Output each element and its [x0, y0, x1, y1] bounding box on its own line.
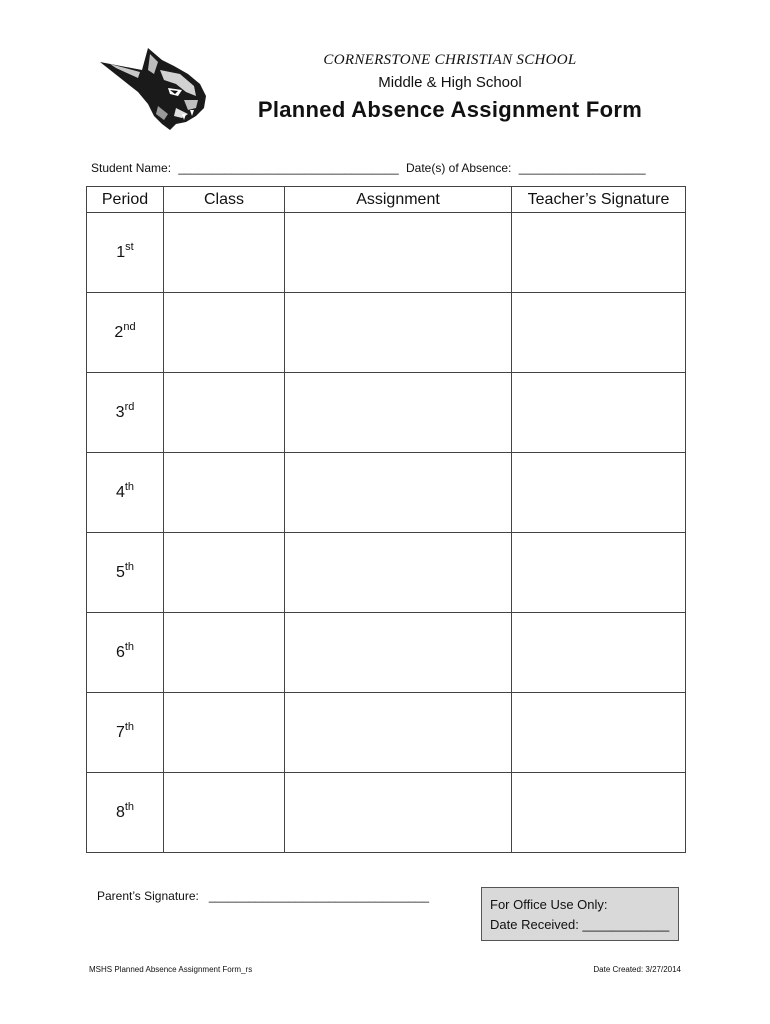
assignment-cell[interactable]	[285, 533, 512, 613]
table-row	[87, 693, 686, 773]
parent-signature-label: Parent’s Signature:	[97, 889, 199, 903]
period-label: 7th	[87, 693, 164, 773]
class-cell[interactable]	[164, 453, 285, 533]
assignment-cell[interactable]	[285, 293, 512, 373]
footer-date-created: Date Created: 3/27/2014	[593, 965, 681, 974]
date-received-line	[490, 917, 669, 932]
assignment-cell[interactable]	[285, 373, 512, 453]
teacher-signature-cell[interactable]	[512, 373, 686, 453]
teacher-signature-cell[interactable]	[512, 773, 686, 853]
date-received-field[interactable]: ____________	[582, 917, 670, 932]
period-label: 4th	[87, 453, 164, 533]
class-cell[interactable]	[164, 293, 285, 373]
period-label: 8th	[87, 773, 164, 853]
assignment-cell[interactable]	[285, 693, 512, 773]
table-row	[87, 453, 686, 533]
period-column-header: Period	[87, 187, 164, 213]
assignment-column-header: Assignment	[285, 187, 512, 213]
class-cell[interactable]	[164, 373, 285, 453]
student-info-line	[91, 161, 650, 175]
office-use-box	[481, 887, 679, 941]
teacher-signature-cell[interactable]	[512, 453, 686, 533]
office-use-title: For Office Use Only:	[490, 897, 608, 912]
student-name-field[interactable]: _________________________________	[178, 161, 399, 175]
period-label: 1st	[87, 213, 164, 293]
assignment-cell[interactable]	[285, 213, 512, 293]
parent-signature-field[interactable]: _________________________________	[208, 889, 430, 903]
teacher-signature-cell[interactable]	[512, 213, 686, 293]
class-column-header: Class	[164, 187, 285, 213]
class-cell[interactable]	[164, 773, 285, 853]
parent-signature-line	[97, 889, 429, 903]
table-header-row	[87, 187, 686, 213]
table-row	[87, 293, 686, 373]
class-cell[interactable]	[164, 613, 285, 693]
assignment-cell[interactable]	[285, 773, 512, 853]
class-cell[interactable]	[164, 693, 285, 773]
absence-dates-label: Date(s) of Absence:	[405, 161, 512, 175]
teacher-signature-cell[interactable]	[512, 533, 686, 613]
school-subtitle: Middle & High School	[378, 74, 522, 91]
teacher-signature-column-header: Teacher’s Signature	[512, 187, 686, 213]
cougar-logo-icon	[98, 44, 210, 132]
teacher-signature-cell[interactable]	[512, 293, 686, 373]
assignment-cell[interactable]	[285, 613, 512, 693]
assignment-table	[86, 186, 686, 853]
teacher-signature-cell[interactable]	[512, 693, 686, 773]
table-row	[87, 773, 686, 853]
period-label: 3rd	[87, 373, 164, 453]
period-label: 5th	[87, 533, 164, 613]
table-row	[87, 373, 686, 453]
school-name: CORNERSTONE CHRISTIAN SCHOOL	[323, 52, 577, 68]
class-cell[interactable]	[164, 533, 285, 613]
date-received-label: Date Received:	[490, 917, 579, 932]
assignment-cell[interactable]	[285, 453, 512, 533]
absence-dates-field[interactable]: ___________________	[518, 161, 646, 175]
table-row	[87, 213, 686, 293]
form-title: Planned Absence Assignment Form	[257, 97, 643, 122]
teacher-signature-cell[interactable]	[512, 613, 686, 693]
table-row	[87, 613, 686, 693]
period-label: 2nd	[87, 293, 164, 373]
class-cell[interactable]	[164, 213, 285, 293]
table-row	[87, 533, 686, 613]
student-name-label: Student Name:	[91, 161, 172, 175]
period-label: 6th	[87, 613, 164, 693]
footer-form-id: MSHS Planned Absence Assignment Form_rs	[89, 965, 253, 974]
